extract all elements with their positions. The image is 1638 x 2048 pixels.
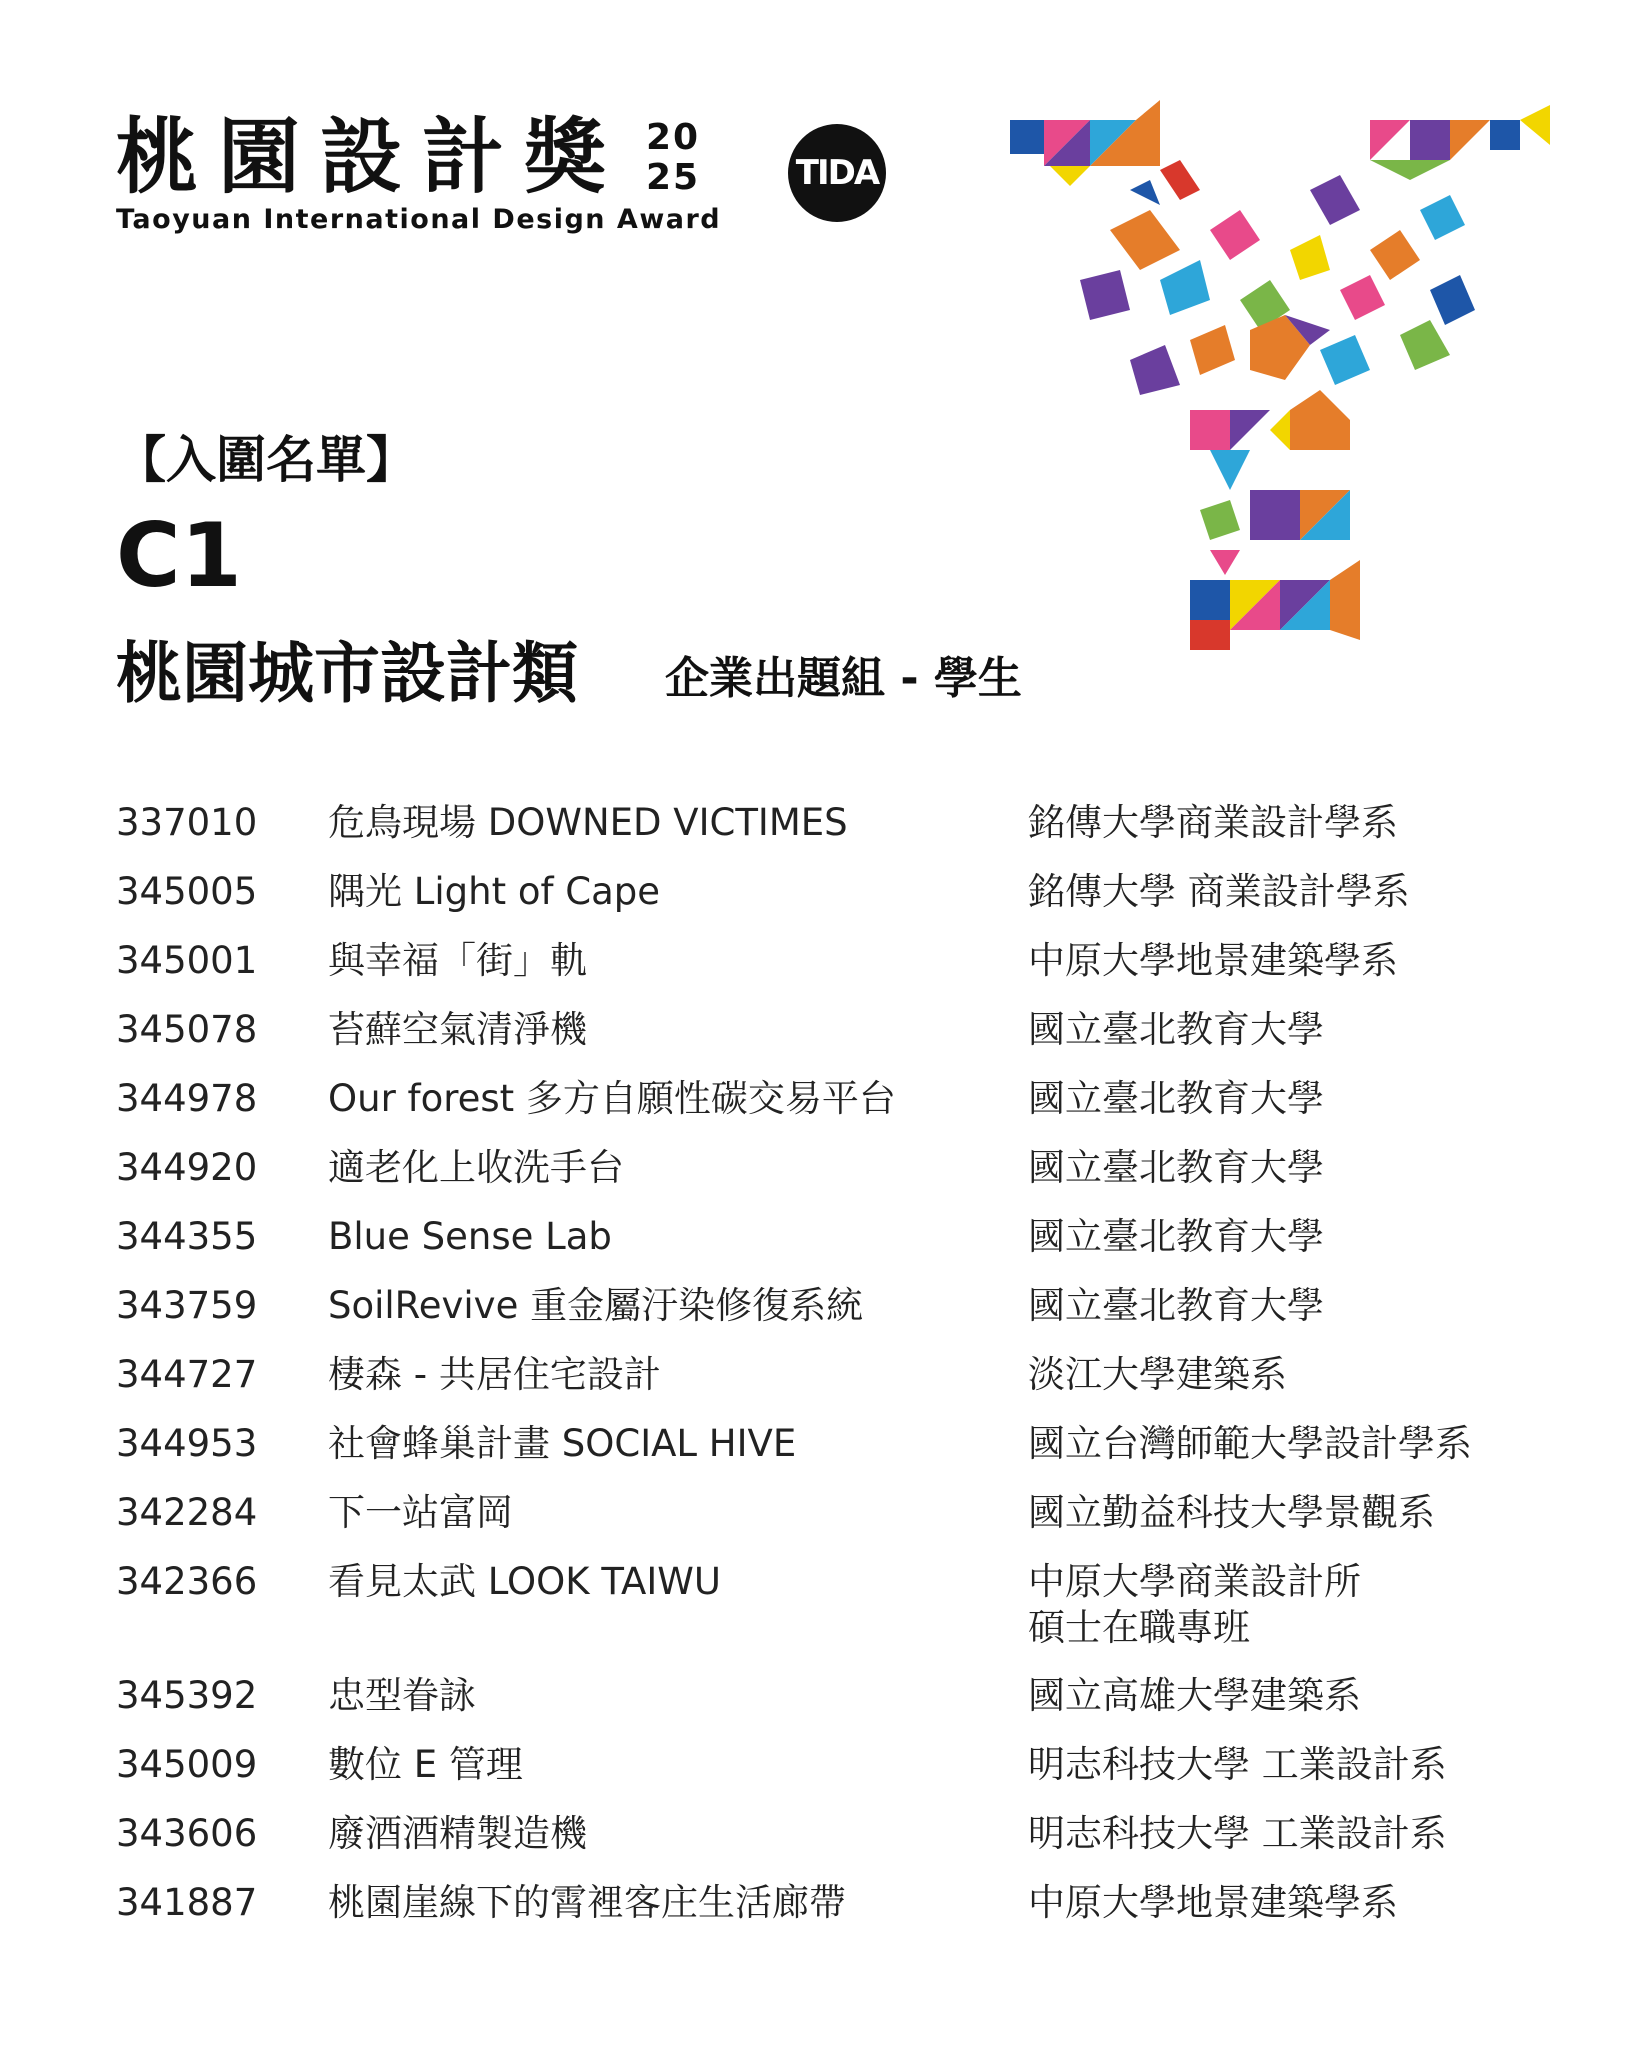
entry-title: 數位 E 管理: [328, 1743, 523, 1786]
entry-title: 廢酒酒精製造機: [328, 1812, 587, 1855]
entry-school: [1028, 1145, 1508, 1191]
entry-title: 苔蘚空氣清淨機: [328, 1008, 587, 1051]
entry-title: 棲森 - 共居住宅設計: [328, 1353, 661, 1396]
entry-school-line: 國立台灣師範大學設計學系: [1028, 1422, 1472, 1465]
entry-school: [1028, 1421, 1508, 1467]
entry-title: 看見太武 LOOK TAIWU: [328, 1560, 721, 1603]
logo-subtitle: Taoyuan International Design Award: [116, 204, 722, 235]
entry-row: [116, 869, 1536, 915]
entry-school: [1028, 1214, 1508, 1260]
entry-title: 適老化上收洗手台: [328, 1146, 624, 1189]
entry-row: [116, 1559, 1536, 1651]
entry-school: [1028, 800, 1508, 846]
entry-row: [116, 1283, 1536, 1329]
entry-school-line: 中原大學地景建築學系: [1028, 939, 1398, 982]
award-logo: [116, 112, 736, 242]
entry-school-line: 國立臺北教育大學: [1028, 1077, 1324, 1120]
entry-school-line: 淡江大學建築系: [1028, 1353, 1287, 1396]
entry-school: [1028, 1559, 1508, 1651]
entry-id: 345392: [116, 1674, 258, 1717]
entry-school-line: 碩士在職專班: [1028, 1606, 1250, 1649]
entry-school: [1028, 938, 1508, 984]
entry-id: 341887: [116, 1881, 258, 1924]
entry-school-line: 國立高雄大學建築系: [1028, 1674, 1361, 1717]
entry-row: [116, 938, 1536, 984]
entry-school: [1028, 1076, 1508, 1122]
entry-school-line: 國立臺北教育大學: [1028, 1146, 1324, 1189]
entry-title: Our forest 多方自願性碳交易平台: [328, 1077, 896, 1120]
y-tangram-mosaic-graphic: [1010, 100, 1550, 700]
entry-title: 桃園崖線下的霄裡客庄生活廊帶: [328, 1881, 846, 1924]
entry-school-line: 國立臺北教育大學: [1028, 1215, 1324, 1258]
entry-school: [1028, 1283, 1508, 1329]
entry-row: [116, 1880, 1536, 1926]
entry-id: 343606: [116, 1812, 258, 1855]
entry-row: [116, 1673, 1536, 1719]
entry-school-line: 明志科技大學 工業設計系: [1028, 1812, 1447, 1855]
entry-row: [116, 1421, 1536, 1467]
tida-badge-logo: TIDA: [788, 124, 886, 222]
entry-school-line: 銘傳大學 商業設計學系: [1028, 870, 1410, 913]
entry-id: 344355: [116, 1215, 258, 1258]
entry-id: 344920: [116, 1146, 258, 1189]
entry-id: 345078: [116, 1008, 258, 1051]
entry-id: 337010: [116, 801, 258, 844]
entry-school: [1028, 1811, 1508, 1857]
entry-school: [1028, 869, 1508, 915]
entry-id: 345001: [116, 939, 258, 982]
entry-school: [1028, 1673, 1508, 1719]
category-name: 桃園城市設計類: [116, 635, 578, 712]
entry-id: 342366: [116, 1560, 258, 1603]
entry-title: 危鳥現場 DOWNED VICTIMES: [328, 801, 848, 844]
entry-school-line: 明志科技大學 工業設計系: [1028, 1743, 1447, 1786]
entry-school: [1028, 1742, 1508, 1788]
entry-title: 忠型眷詠: [328, 1674, 476, 1717]
entry-id: 344727: [116, 1353, 258, 1396]
entry-school: [1028, 1007, 1508, 1053]
entry-title: SoilRevive 重金屬汙染修復系統: [328, 1284, 864, 1327]
logo-year: [646, 118, 736, 198]
entry-id: 345005: [116, 870, 258, 913]
entry-id: 344953: [116, 1422, 258, 1465]
entry-row: [116, 1742, 1536, 1788]
category-code: C1: [116, 504, 242, 607]
entry-row: [116, 1352, 1536, 1398]
entry-id: 345009: [116, 1743, 258, 1786]
entry-school-line: 國立勤益科技大學景觀系: [1028, 1491, 1435, 1534]
logo-title: 桃園設計獎: [116, 110, 627, 205]
entry-row: [116, 1214, 1536, 1260]
logo-year-top: 20: [646, 117, 701, 158]
shortlist-heading: 【入圍名單】: [116, 431, 416, 489]
entry-id: 342284: [116, 1491, 258, 1534]
entry-row: [116, 1490, 1536, 1536]
entry-title: Blue Sense Lab: [328, 1215, 612, 1258]
entry-title: 隅光 Light of Cape: [328, 870, 661, 913]
entry-school: [1028, 1490, 1508, 1536]
entry-id: 344978: [116, 1077, 258, 1120]
entries-list: [116, 800, 1536, 1949]
entry-title: 下一站富岡: [328, 1491, 513, 1534]
entry-title: 社會蜂巢計畫 SOCIAL HIVE: [328, 1422, 797, 1465]
entry-school: [1028, 1880, 1508, 1926]
entry-school: [1028, 1352, 1508, 1398]
entry-row: [116, 1145, 1536, 1191]
entry-title: 與幸福「街」軌: [328, 939, 587, 982]
entry-id: 343759: [116, 1284, 258, 1327]
category-group: 企業出題組 - 學生: [665, 653, 1022, 704]
entry-school-line: 中原大學地景建築學系: [1028, 1881, 1398, 1924]
entry-school-line: 銘傳大學商業設計學系: [1028, 801, 1398, 844]
entry-row: [116, 1076, 1536, 1122]
entry-row: [116, 1007, 1536, 1053]
entry-row: [116, 800, 1536, 846]
entry-row: [116, 1811, 1536, 1857]
entry-school-line: 中原大學商業設計所: [1028, 1560, 1361, 1603]
logo-year-bottom: 25: [646, 157, 701, 198]
entry-school-line: 國立臺北教育大學: [1028, 1284, 1324, 1327]
entry-school-line: 國立臺北教育大學: [1028, 1008, 1324, 1051]
